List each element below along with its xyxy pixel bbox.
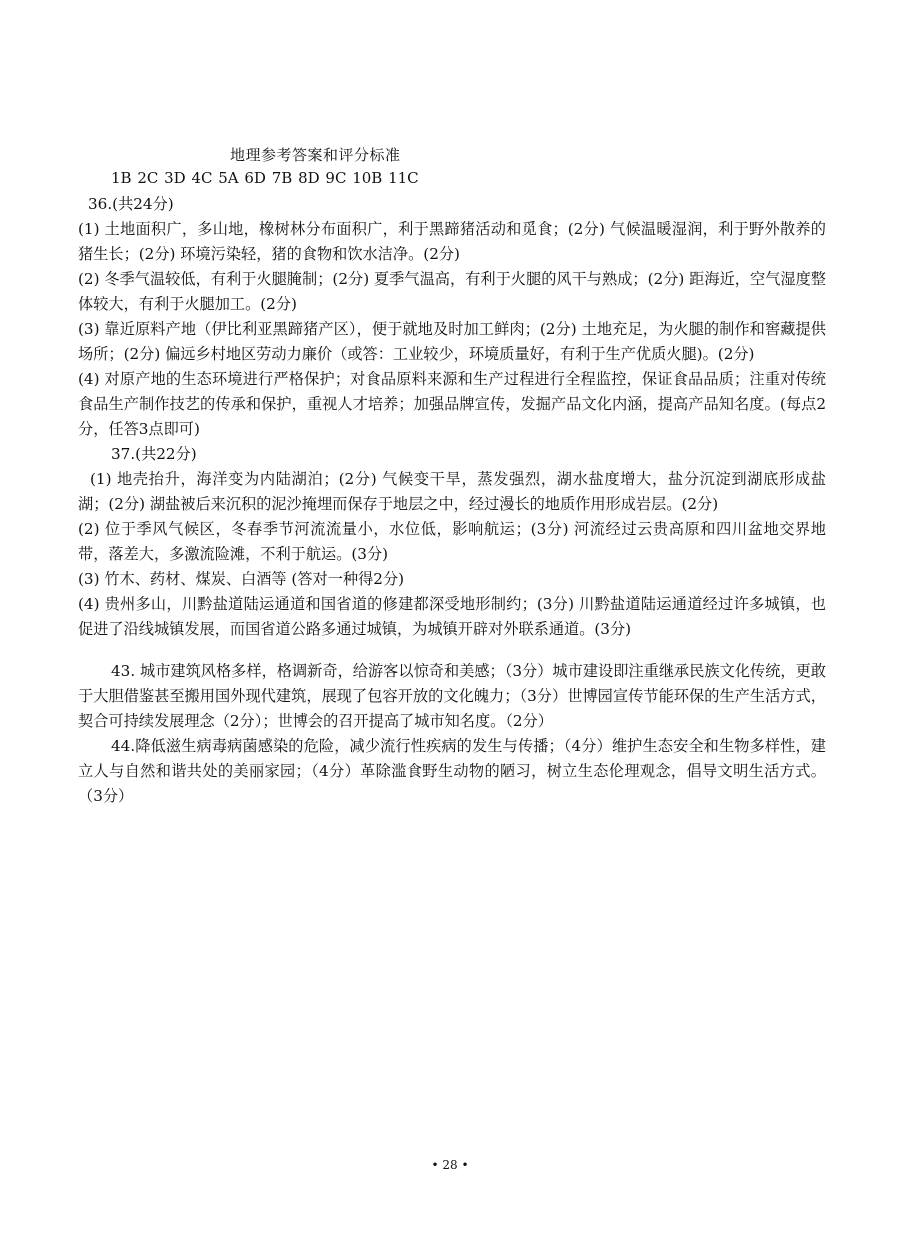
q36-part4: (4) 对原产地的生态环境进行严格保护；对食品原料来源和生产过程进行全程监控，保证食品品质；注重对传统食品生产制作技艺的传承和保护，重视人才培养；加强品牌宣传，发掘产品文化内涵，提高产品知名度。(每点2分，任答3点即可) (78, 370, 826, 438)
q36-heading: 36.(共24分) (88, 195, 174, 213)
q43-answer: 43. 城市建筑风格多样，格调新奇，给游客以惊奇和美感；（3分）城市建设即注重继承民族文化传统，更敢于大胆借鉴甚至搬用国外现代建筑，展现了包容开放的文化魄力；（3分）世博园宣传节能环保的生产生活方式，契合可持续发展理念（2分）；世博会的召开提高了城市知名度。（2分） (78, 662, 826, 730)
q37-part1: (1) 地壳抬升，海洋变为内陆湖泊；(2分) 气候变干旱，蒸发强烈，湖水盐度增大，盐分沉淀到湖底形成盐湖；(2分) 湖盐被后来沉积的泥沙掩埋而保存于地层之中，经过漫长的地质作用形成岩层。(2分) (78, 470, 826, 513)
q36-part3: (3) 靠近原料产地（伊比利亚黑蹄猪产区），便于就地及时加工鲜肉；(2分) 土地充足，为火腿的制作和窖藏提供场所；(2分) 偏远乡村地区劳动力廉价（或答：工业较少，环境质量好，有利于生产优质火腿)。(2分) (78, 320, 826, 363)
q44-answer: 44.降低滋生病毒病菌感染的危险，减少流行性疾病的发生与传播；（4分）维护生态安全和生物多样性，建立人与自然和谐共处的美丽家园；（4分）革除滥食野生动物的陋习，树立生态伦理观念，倡导文明生活方式。（3分） (78, 737, 826, 805)
answer-content (78, 192, 826, 809)
q37-heading: 37.(共22分) (111, 445, 197, 463)
section-gap (78, 642, 826, 659)
page-title: 地理参考答案和评分标准 (230, 146, 401, 164)
q37-part4: (4) 贵州多山，川黔盐道陆运通道和国省道的修建都深受地形制约；(3分) 川黔盐道陆运通道经过许多城镇，也促进了沿线城镇发展，而国省道公路多通过城镇，为城镇开辟对外联系通道。(3分) (78, 595, 826, 638)
q36-part1: (1) 土地面积广，多山地，橡树林分布面积广，利于黑蹄猪活动和觅食；(2分) 气候温暖湿润，利于野外散养的猪生长；(2分) 环境污染轻，猪的食物和饮水洁净。(2分) (78, 220, 826, 263)
q37-part2: (2) 位于季风气候区，冬春季节河流流量小，水位低，影响航运；(3分) 河流经过云贵高原和四川盆地交界地带，落差大，多激流险滩，不利于航运。(3分) (78, 520, 826, 563)
q36-part2: (2) 冬季气温较低，有利于火腿腌制；(2分) 夏季气温高，有利于火腿的风干与熟成；(2分) 距海近，空气湿度整体较大，有利于火腿加工。(2分) (78, 270, 826, 313)
q37-part3: (3) 竹木、药材、煤炭、白酒等 (答对一种得2分) (78, 570, 405, 588)
page-number: • 28 • (431, 1158, 469, 1172)
choice-answers: 1B 2C 3D 4C 5A 6D 7B 8D 9C 10B 11C (111, 169, 419, 187)
